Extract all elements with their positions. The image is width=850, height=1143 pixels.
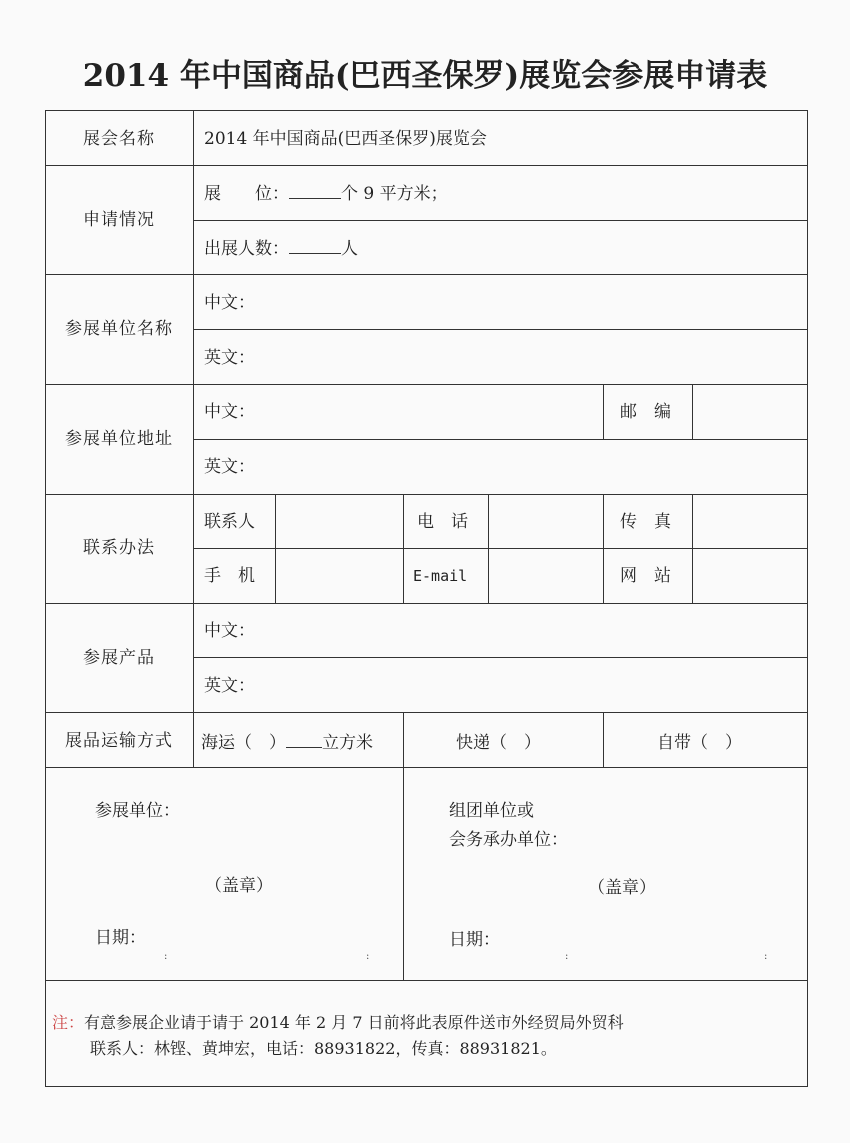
exhibition-name-value: 2014 年中国商品(巴西圣保罗)展览会 xyxy=(204,129,487,149)
express-option[interactable]: 快递（ ） xyxy=(456,733,541,753)
sea-freight-prefix: 海运（ ） xyxy=(201,733,286,753)
sub-row-divider xyxy=(193,329,808,330)
products-cn-field[interactable]: 中文： xyxy=(204,621,255,641)
fax-label: 传 真 xyxy=(620,512,671,532)
exhibitor-date-label: 日期： xyxy=(95,928,146,948)
application-label: 申请情况 xyxy=(83,210,155,230)
shipping-divider xyxy=(603,712,604,767)
label-column-divider xyxy=(193,110,194,767)
people-count-blank[interactable] xyxy=(289,239,341,254)
company-name-cn-field[interactable]: 中文： xyxy=(204,293,255,313)
sea-freight-suffix: 立方米 xyxy=(322,733,373,753)
row-divider xyxy=(45,603,808,604)
row-divider xyxy=(45,712,808,713)
company-address-label: 参展单位地址 xyxy=(65,429,173,449)
shipping-label: 展品运输方式 xyxy=(65,731,173,751)
application-form-table xyxy=(45,110,808,1087)
contact-person-label: 联系人 xyxy=(204,512,255,532)
organizer-date-label: 日期： xyxy=(449,930,500,950)
sub-row-divider xyxy=(193,220,808,221)
organizer-stamp-label: （盖章） xyxy=(588,878,656,898)
footnote-line-1 xyxy=(52,1010,624,1036)
page-title: 2014 年中国商品(巴西圣保罗)展览会参展申请表 xyxy=(82,58,768,94)
postcode-label: 邮 编 xyxy=(620,402,671,422)
company-address-cn-field[interactable]: 中文： xyxy=(204,402,255,422)
contact-divider xyxy=(488,494,489,603)
row-divider xyxy=(45,274,808,275)
row-divider xyxy=(45,980,808,981)
company-name-label: 参展单位名称 xyxy=(65,319,173,339)
mobile-label: 手 机 xyxy=(204,566,255,586)
postcode-divider xyxy=(603,384,604,439)
shipping-signature-divider xyxy=(403,712,404,980)
people-field[interactable] xyxy=(204,239,358,259)
website-label: 网 站 xyxy=(620,566,671,586)
contact-divider xyxy=(275,494,276,603)
booth-suffix: 个 9 平方米； xyxy=(341,184,448,204)
date-dot-mark: : xyxy=(366,951,370,962)
exhibition-name-label: 展会名称 xyxy=(83,129,155,149)
sub-row-divider xyxy=(193,439,808,440)
company-name-en-field[interactable]: 英文： xyxy=(204,348,255,368)
contact-divider xyxy=(603,494,604,603)
footnote xyxy=(52,1010,624,1062)
sub-row-divider xyxy=(193,657,808,658)
booth-field[interactable] xyxy=(204,184,448,204)
contact-divider xyxy=(403,494,404,603)
row-divider xyxy=(45,165,808,166)
date-dot-mark: : xyxy=(565,951,569,962)
row-divider xyxy=(45,384,808,385)
contact-divider xyxy=(692,494,693,603)
sea-freight-option[interactable] xyxy=(201,733,373,753)
booth-prefix: 展 位： xyxy=(204,184,289,204)
contact-label: 联系办法 xyxy=(83,538,155,558)
postcode-divider xyxy=(692,384,693,439)
footnote-text-1: 有意参展企业请于请于 2014 年 2 月 7 日前将此表原件送市外经贸局外贸科 xyxy=(84,1013,624,1032)
organizer-signature-title-2: 会务承办单位： xyxy=(449,830,568,850)
products-en-field[interactable]: 英文： xyxy=(204,676,255,696)
phone-label: 电 话 xyxy=(417,512,468,532)
sub-row-divider xyxy=(193,548,808,549)
row-divider xyxy=(45,494,808,495)
booth-count-blank[interactable] xyxy=(289,184,341,199)
people-prefix: 出展人数： xyxy=(204,239,289,259)
date-dot-mark: : xyxy=(764,951,768,962)
organizer-signature-title-1: 组团单位或 xyxy=(449,801,534,821)
people-suffix: 人 xyxy=(341,239,358,259)
exhibitor-stamp-label: （盖章） xyxy=(205,876,273,896)
sea-volume-blank[interactable] xyxy=(286,733,322,748)
note-mark: 注： xyxy=(52,1013,85,1032)
self-carry-option[interactable]: 自带（ ） xyxy=(657,733,742,753)
exhibitor-signature-title: 参展单位： xyxy=(95,801,180,821)
company-address-en-field[interactable]: 英文： xyxy=(204,457,255,477)
date-dot-mark: : xyxy=(164,951,168,962)
products-label: 参展产品 xyxy=(83,648,155,668)
footnote-line-2: 联系人：林铿、黄坤宏，电话：88931822，传真：88931821。 xyxy=(90,1039,557,1058)
row-divider xyxy=(45,767,808,768)
email-label: E-mail xyxy=(413,567,468,585)
